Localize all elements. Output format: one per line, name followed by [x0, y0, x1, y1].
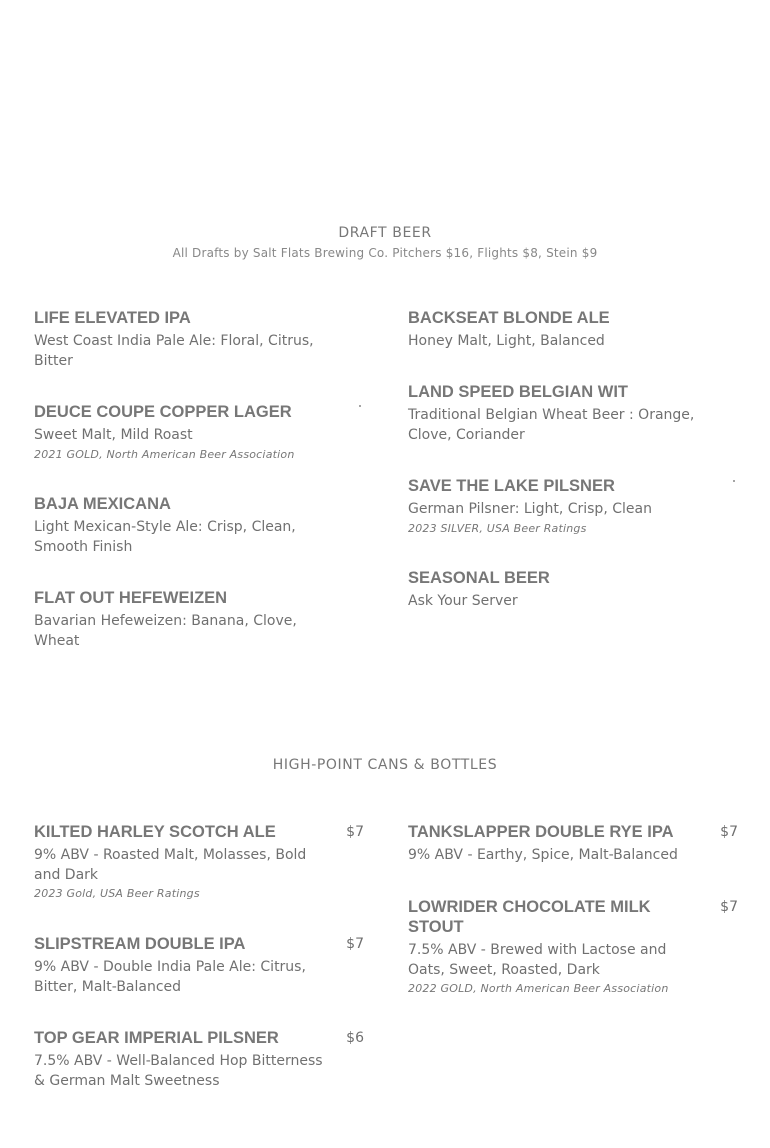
menu-item: [408, 568, 738, 612]
item-name: DEUCE COUPE COPPER LAGER: [34, 403, 292, 421]
item-description: Light Mexican-Style Ale: Crisp, Clean, Smooth Finish: [34, 519, 296, 555]
item-name: TOP GEAR IMPERIAL PILSNER: [34, 1029, 279, 1047]
item-description: Honey Malt, Light, Balanced: [408, 333, 605, 349]
item-price: $7: [346, 936, 364, 952]
item-description: Traditional Belgian Wheat Beer : Orange, Clove, Coriander: [408, 407, 695, 443]
item-price: $6: [346, 1030, 364, 1046]
item-price: $7: [720, 899, 738, 915]
cans-section-title: HIGH-POINT CANS & BOTTLES: [272, 757, 498, 773]
item-name: SAVE THE LAKE PILSNER: [408, 477, 615, 495]
item-price: $7: [720, 824, 738, 840]
menu-item: [34, 494, 364, 557]
item-name: KILTED HARLEY SCOTCH ALE: [34, 823, 276, 841]
item-award: 2023 SILVER, USA Beer Ratings: [408, 521, 587, 535]
menu-item: [34, 588, 364, 651]
item-description: Ask Your Server: [408, 593, 518, 609]
item-description: 7.5% ABV - Well-Balanced Hop Bitterness & German Malt Sweetness: [34, 1053, 323, 1089]
item-name: LIFE ELEVATED IPA: [34, 309, 191, 327]
draft-section-subtitle: All Drafts by Salt Flats Brewing Co. Pitchers $16, Flights $8, Stein $9: [172, 246, 598, 260]
menu-item: [408, 822, 738, 866]
menu-item: [408, 476, 738, 535]
item-award: 2021 GOLD, North American Beer Association: [34, 447, 295, 461]
menu-item: [34, 402, 364, 461]
item-description: 9% ABV - Earthy, Spice, Malt-Balanced: [408, 847, 678, 863]
menu-item: [408, 308, 738, 352]
item-name: FLAT OUT HEFEWEIZEN: [34, 589, 228, 607]
item-name: LAND SPEED BELGIAN WIT: [408, 383, 629, 401]
menu-item: [408, 382, 738, 445]
item-name: SLIPSTREAM DOUBLE IPA: [34, 935, 246, 953]
item-description: German Pilsner: Light, Crisp, Clean: [408, 501, 652, 517]
menu-item: [34, 1028, 364, 1091]
decorative-dot: [359, 405, 361, 407]
item-name: SEASONAL BEER: [408, 569, 550, 587]
item-name: TANKSLAPPER DOUBLE RYE IPA: [408, 823, 674, 841]
item-award: 2022 GOLD, North American Beer Association: [408, 982, 669, 995]
decorative-dot: [733, 480, 735, 482]
menu-item: [34, 822, 364, 900]
item-award: 2023 Gold, USA Beer Ratings: [34, 887, 200, 900]
item-description: West Coast India Pale Ale: Floral, Citrus, Bitter: [34, 333, 314, 369]
menu-item: [408, 897, 738, 995]
item-description: Sweet Malt, Mild Roast: [34, 427, 193, 443]
menu-item: [34, 934, 364, 997]
item-name: LOWRIDER CHOCOLATE MILK STOUT: [408, 898, 651, 936]
item-description: 9% ABV - Double India Pale Ale: Citrus, Bitter, Malt-Balanced: [34, 959, 306, 995]
item-price: $7: [346, 824, 364, 840]
item-description: 7.5% ABV - Brewed with Lactose and Oats, Sweet, Roasted, Dark: [408, 942, 667, 978]
item-name: BAJA MEXICANA: [34, 495, 171, 513]
draft-section-title: DRAFT BEER: [338, 225, 432, 241]
item-name: BACKSEAT BLONDE ALE: [408, 309, 610, 327]
item-description: 9% ABV - Roasted Malt, Molasses, Bold and Dark: [34, 847, 307, 883]
item-description: Bavarian Hefeweizen: Banana, Clove, Wheat: [34, 613, 297, 649]
menu-item: [34, 308, 364, 371]
